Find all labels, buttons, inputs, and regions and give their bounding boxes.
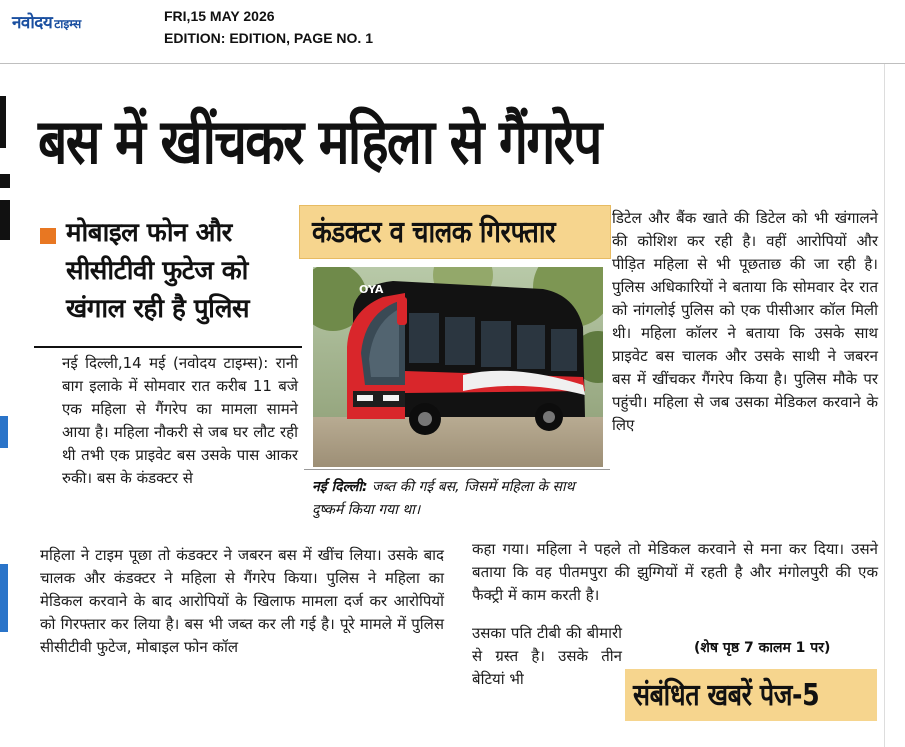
neighbor-article-edge: [0, 64, 14, 747]
edge-fragment: [0, 416, 8, 448]
edge-fragment: [0, 174, 10, 188]
kicker-box: [299, 205, 611, 259]
subheadline: मोबाइल फोन और सीसीटीवी फुटेज को खंगाल रही है पुलिस: [66, 218, 250, 324]
kicker-text: कंडक्टर व चालक गिरफ्तार: [312, 215, 556, 250]
bus-brand-mark: OYA: [359, 283, 384, 296]
edge-fragment: [0, 564, 8, 632]
bus-photo-illustration: [313, 267, 603, 467]
clipping-header: [0, 0, 905, 60]
subheadline-rule: [34, 346, 302, 348]
body-column-1-wide: महिला ने टाइम पूछा तो कंडक्टर ने जबरन बस में खींच लिया। उसके बाद चालक और कंडक्टर ने महिला से गैंगरेप किया। पुलिस ने महिला का मेडिकल करवाने के बाद आरोपियों के खिलाफ मामला दर्ज कर आरोपियों को गिरफ्तार कर लिया है। बस भी जब्त कर ली गई है। पूरे मामले में पुलिस सीसीटीवी फुटेज, मोबाइल फोन कॉल: [40, 546, 444, 656]
continuation-note: (शेष पृष्ठ 7 कालम 1 पर): [694, 640, 831, 656]
logo-sub-text: टाइम्स: [54, 17, 82, 31]
body-column-2-narrow: उसका पति टीबी की बीमारी से ग्रस्त है। उसके तीन बेटियां भी: [472, 624, 622, 688]
edge-fragment: [0, 96, 6, 148]
body-column-3: डिटेल और बैंक खाते की डिटेल को भी खंगालने की कोशिश कर रही है। वहीं आरोपियों और पीड़ित महिला से भी पूछताछ की जा रही है। पुलिस अधिकारियों ने बताया कि सोमवार देर रात को नांगलोई पुलिस को एक पीसीआर कॉल मिली थी। महिला कॉलर ने बताया कि उसके साथ प्राइवेट बस चालक और उसके साथी ने जबरन बस में खींचकर गैंगरेप किया है। पुलिस मौके पर पहुंची। महिला से जब उसका मेडिकल करवाने के लिए: [612, 209, 878, 434]
article-headline: बस में खींचकर महिला से गैंगरेप: [38, 105, 601, 178]
related-news-text: संबंधित खबरें पेज-5: [633, 678, 820, 713]
edge-fragment: [0, 200, 10, 240]
edition-page-info: EDITION: EDITION, PAGE NO. 1: [164, 30, 373, 46]
related-news-box: [625, 669, 877, 721]
logo-main-text: नवोदय: [12, 13, 53, 33]
caption-text: जब्त की गई बस, जिसमें महिला के साथ दुष्कर्म किया गया था।: [312, 479, 575, 518]
photo-caption: [312, 476, 604, 522]
clipping-right-edge: [884, 64, 885, 747]
article-clipping: [0, 64, 905, 747]
newspaper-logo: [12, 10, 81, 33]
body-column-2-lower: कहा गया। महिला ने पहले तो मेडिकल करवाने से मना कर दिया। उसने बताया कि वह पीतमपुरा की झुग्गियों में रहती है और मंगोलपुरी की एक फैक्ट्री में काम करती है।: [472, 540, 878, 604]
body-column-1: नई दिल्ली,14 मई (नवोदय टाइम्स): रानी बाग इलाके में सोमवार रात करीब 11 बजे एक महिला से गैंगरेप का मामला सामने आया है। महिला नौकरी से जब घर लौट रही थी तभी एक प्राइवेट बस उसके पास आकर रुकी। बस के कंडक्टर से: [62, 354, 298, 487]
caption-divider: [304, 469, 610, 470]
publication-date: FRI,15 MAY 2026: [164, 8, 275, 24]
bus-photo: [313, 267, 603, 467]
orange-square-bullet-icon: [40, 228, 56, 244]
caption-dateline: नई दिल्ली:: [312, 479, 368, 495]
